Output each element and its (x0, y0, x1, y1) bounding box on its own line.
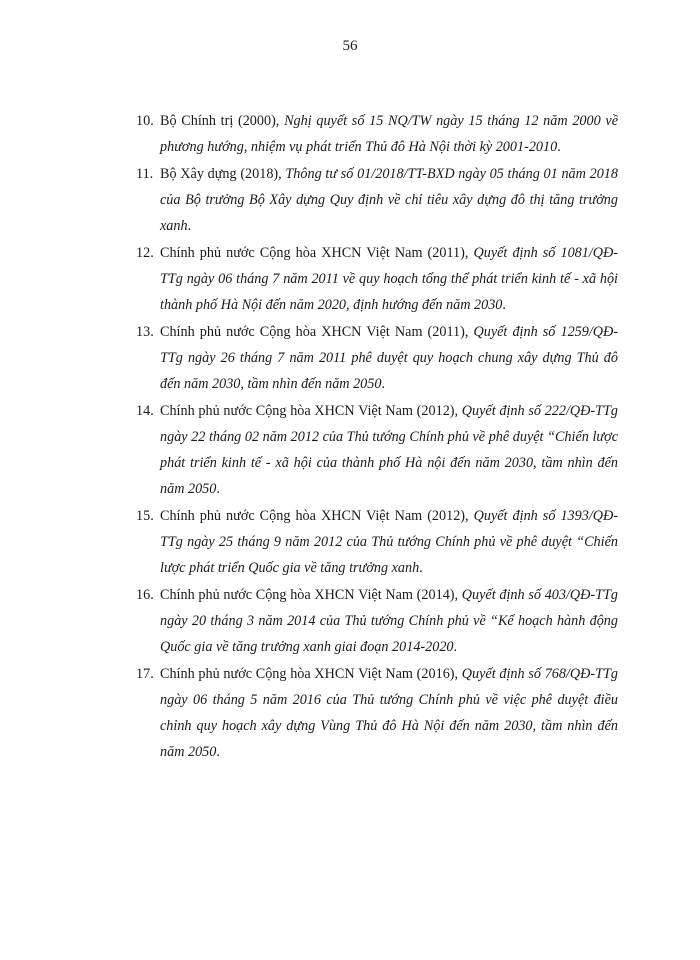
reference-text (160, 587, 618, 655)
reference-number: 15. (136, 508, 154, 524)
reference-author: Chính phủ nước Cộng hòa XHCN Việt Nam (2012), (160, 403, 462, 419)
reference-author: Bộ Xây dựng (2018), (160, 166, 286, 182)
reference-item (136, 108, 618, 160)
reference-title: Quyết định số 1393/QĐ-TTg ngày 25 tháng 9 năm 2012 của Thủ tướng Chính phủ về phê duyệt “Chiến lược phát triển Quốc gia về tăng trưởng xanh (160, 508, 618, 576)
reference-author: Bộ Chính trị (2000), (160, 113, 285, 129)
reference-end: . (557, 139, 561, 155)
reference-number: 10. (136, 113, 154, 129)
reference-number: 14. (136, 403, 154, 419)
reference-item (136, 503, 618, 581)
reference-author: Chính phủ nước Cộng hòa XHCN Việt Nam (2011), (160, 245, 474, 261)
reference-item (136, 161, 618, 239)
reference-text (160, 324, 618, 392)
reference-list (136, 108, 618, 766)
reference-end: . (453, 639, 458, 655)
reference-text (160, 508, 618, 576)
reference-number: 16. (136, 587, 154, 603)
reference-number: 13. (136, 324, 154, 340)
reference-item (136, 319, 618, 397)
reference-end: . (187, 218, 192, 234)
reference-item (136, 661, 618, 765)
reference-number: 12. (136, 245, 154, 261)
reference-title: Thông tư số 01/2018/TT-BXD ngày 05 tháng 01 năm 2018 của Bộ trưởng Bộ Xây dựng Quy định về chỉ tiêu xây dựng đô thị tăng trưởng xanh (160, 166, 618, 234)
reference-title: Quyết định số 222/QĐ-TTg ngày 22 tháng 02 năm 2012 của Thủ tướng Chính phủ về phê duyệt “Chiến lược phát triển kinh tế - xã hội của thành phố Hà nội đến năm 2030, tầm nhìn đến năm 2050 (160, 403, 619, 497)
page-number: 56 (342, 38, 358, 54)
reference-author: Chính phủ nước Cộng hòa XHCN Việt Nam (2012), (160, 508, 474, 524)
reference-title: Quyết định số 403/QĐ-TTg ngày 20 tháng 3 năm 2014 của Thủ tướng Chính phủ về “Kế hoạch hành động Quốc gia về tăng trưởng xanh giai đoạn 2014-2020 (160, 587, 619, 655)
reference-text (160, 245, 618, 313)
reference-end: . (216, 481, 220, 497)
reference-text (160, 113, 618, 155)
reference-number: 17. (136, 666, 154, 682)
reference-end: . (419, 560, 423, 576)
reference-item (136, 398, 618, 502)
reference-title: Quyết định số 1259/QĐ-TTg ngày 26 tháng 7 năm 2011 phê duyệt quy hoạch chung xây dựng Thủ đô đến năm 2030, tầm nhìn đến năm 2050 (160, 324, 619, 392)
reference-item (136, 582, 618, 660)
reference-end: . (502, 297, 506, 313)
reference-title: Quyết định số 768/QĐ-TTg ngày 06 tháng 5 năm 2016 của Thủ tướng Chính phủ về việc phê duyệt điều chỉnh quy hoạch xây dựng Vùng Thủ đô Hà Nội đến năm 2030, tầm nhìn đến năm 2050 (160, 666, 619, 760)
reference-item (136, 240, 618, 318)
reference-text (160, 666, 618, 760)
reference-end: . (216, 744, 220, 760)
reference-author: Chính phủ nước Cộng hòa XHCN Việt Nam (2016), (160, 666, 462, 682)
reference-author: Chính phủ nước Cộng hòa XHCN Việt Nam (2011), (160, 324, 474, 340)
reference-title: Nghị quyết số 15 NQ/TW ngày 15 tháng 12 năm 2000 về phương hướng, nhiệm vụ phát triển Thủ đô Hà Nội thời kỳ 2001-2010 (160, 113, 618, 155)
reference-author: Chính phủ nước Cộng hòa XHCN Việt Nam (2014), (160, 587, 462, 603)
reference-number: 11. (136, 166, 154, 182)
reference-text (160, 403, 618, 497)
reference-title: Quyết định số 1081/QĐ-TTg ngày 06 tháng 7 năm 2011 về quy hoạch tổng thể phát triển kinh tế - xã hội thành phố Hà Nội đến năm 2020, định hướng đến năm 2030 (160, 245, 619, 313)
reference-text (160, 166, 618, 234)
reference-end: . (381, 376, 386, 392)
